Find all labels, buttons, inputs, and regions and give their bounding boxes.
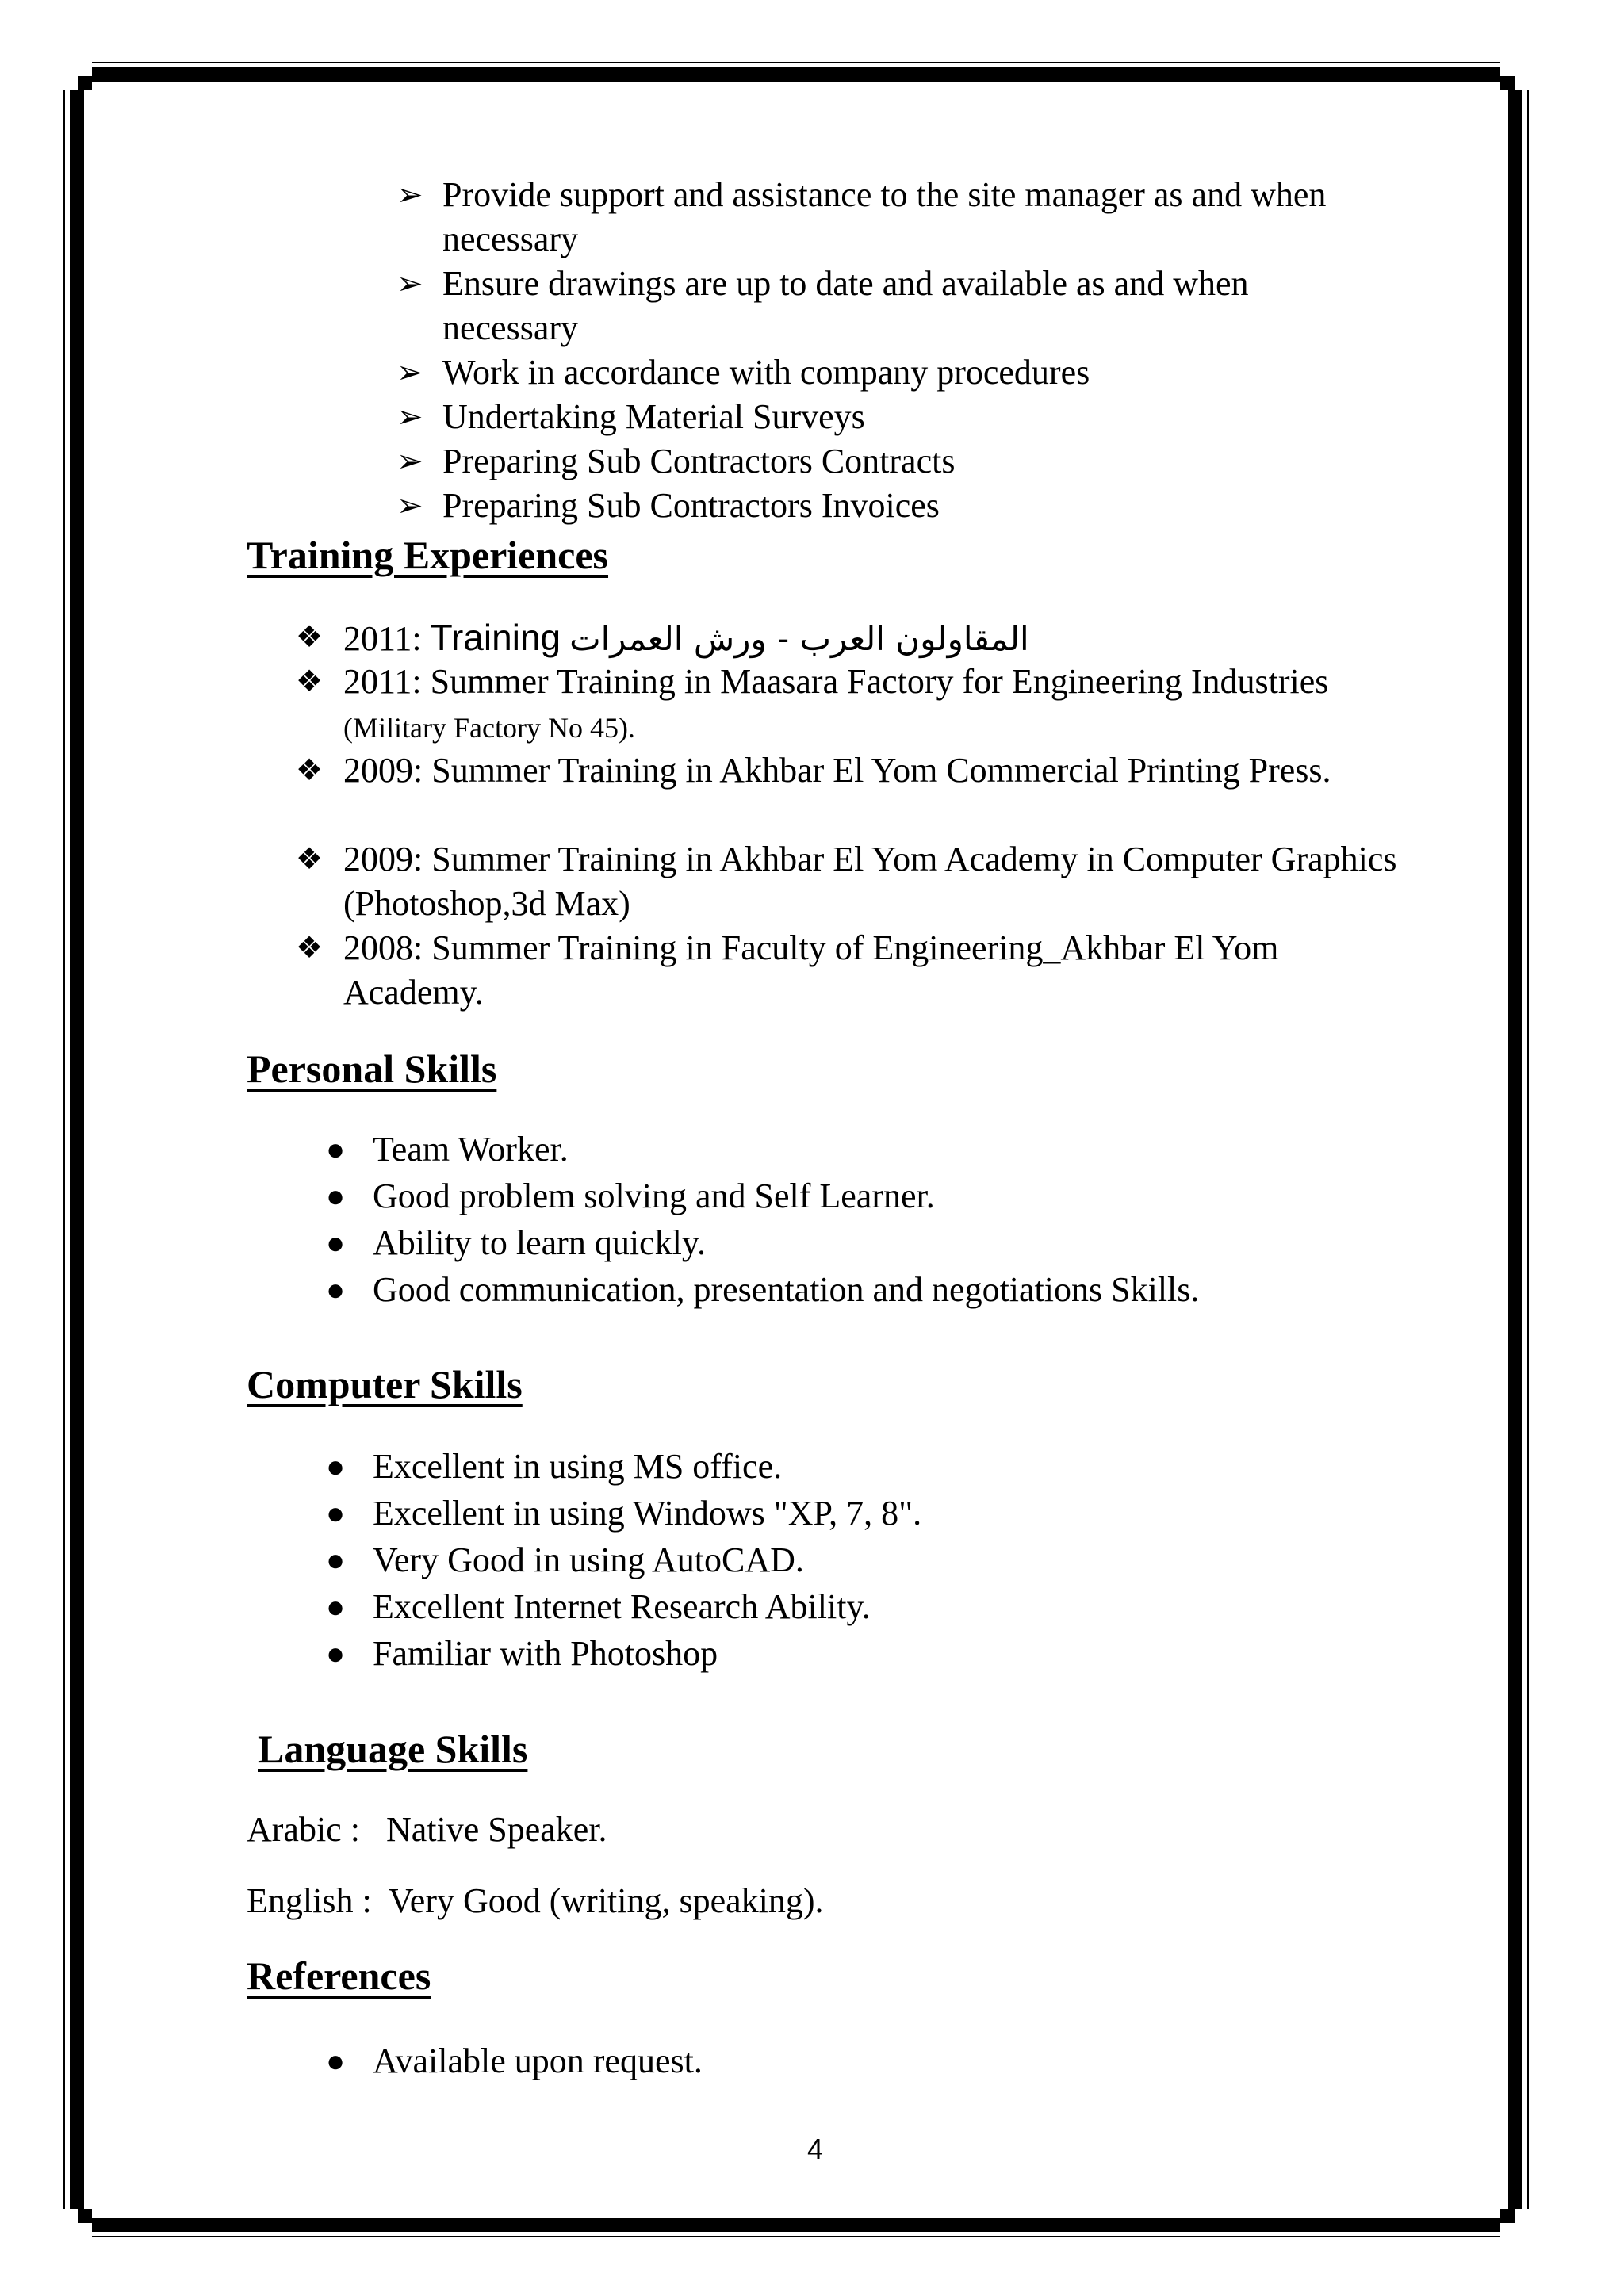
language-row-english: English : Very Good (writing, speaking).: [247, 1881, 824, 1920]
dot-bullet-icon: ●: [326, 1542, 346, 1578]
dot-bullet-icon: ●: [326, 1272, 346, 1307]
diamond-bullet-icon: ❖: [296, 665, 324, 698]
dot-bullet-icon: ●: [326, 1636, 346, 1671]
references-heading: References: [247, 1954, 431, 1998]
diamond-bullet-icon: ❖: [296, 843, 324, 876]
arrow-bullet-icon: ➢: [396, 443, 423, 479]
dot-bullet-icon: ●: [326, 2043, 346, 2079]
dot-bullet-icon: ●: [326, 1225, 346, 1261]
dot-bullet-icon: ●: [326, 1589, 346, 1624]
arrow-bullet-icon: ➢: [396, 399, 423, 434]
language-skills-heading: Language Skills: [258, 1727, 528, 1771]
arrow-bullet-icon: ➢: [396, 266, 423, 301]
dot-bullet-icon: ●: [326, 1495, 346, 1531]
diamond-bullet-icon: ❖: [296, 621, 324, 654]
diamond-bullet-icon: ❖: [296, 754, 324, 787]
arrow-bullet-icon: ➢: [396, 354, 423, 390]
resume-page: ➢ Provide support and assistance to the site manager as and when necessary ➢ Ensure drawings are up to date and available as and when necessary ➢ Work in accordance with company procedures ➢ Undertaking Material Surveys ➢ Preparing Sub Contractors Contracts ➢ Preparing Sub Contractors Invoices Training Experiences ❖ 2011: Training المقاولون العرب - ورش العمرات ❖ 2011: Summer Training in Maasara Factory for Engineering Industries (Military Factory No 45). ❖ 2009: Summer Training in Akhbar El Yom Commercial Printing Press. ❖ 2009: Summer Training in Akhbar El Yom Academy in Computer Graphics (Photoshop,3d Max) ❖ 2008: Summer Training in Faculty of Engineering_Akhbar El Yom Academy. Personal Skills ● Team Worker. ● Good problem solving and Self Learner. ● Ability to learn quickly. ● Good communication, presentation and negotiations Skills. Computer Skills ● Excellent in using MS office. ● Excellent in using Windows "XP, 7, 8". ● Very Good in using AutoCAD. ● Excellent Internet Research Ability. ● Familiar with Photoshop Language Skills Arabic : Native Speaker. English : Very Good (writing, speaking). References ● Available upon request. 4: [0, 0, 1624, 2296]
arrow-bullet-icon: ➢: [396, 177, 423, 212]
dot-bullet-icon: ●: [326, 1131, 346, 1167]
arrow-bullet-icon: ➢: [396, 488, 423, 523]
dot-bullet-icon: ●: [326, 1178, 346, 1214]
dot-bullet-icon: ●: [326, 1448, 346, 1484]
computer-skills-heading: Computer Skills: [247, 1362, 523, 1406]
language-row-arabic: Arabic : Native Speaker.: [247, 1810, 607, 1849]
training-heading: Training Experiences: [247, 533, 609, 577]
page-number: 4: [806, 2133, 824, 2165]
personal-skills-heading: Personal Skills: [247, 1047, 497, 1091]
diamond-bullet-icon: ❖: [296, 932, 324, 965]
